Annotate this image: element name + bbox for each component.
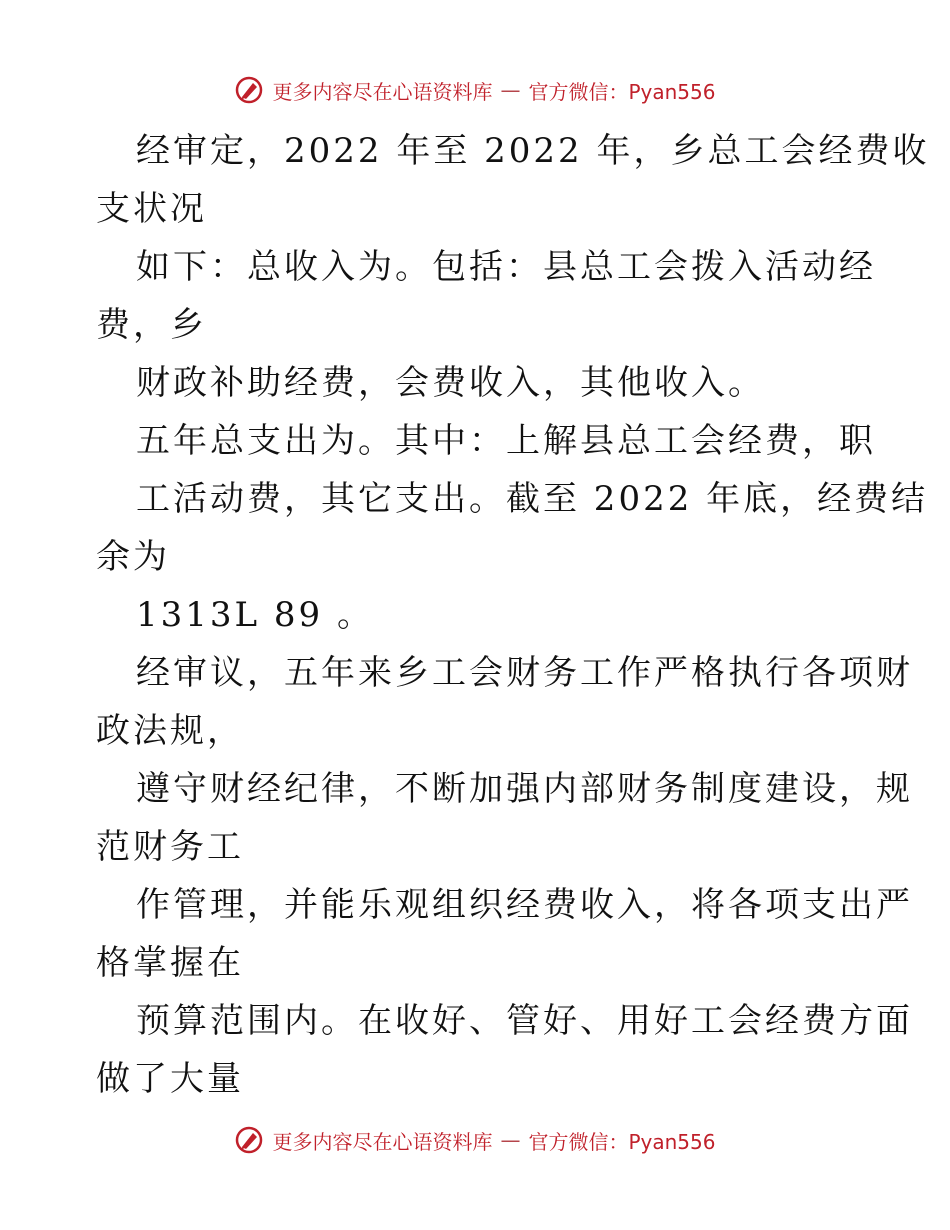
paragraph-line: 格掌握在 — [96, 943, 244, 983]
paragraph-line: 如下：总收入为。包括：县总工会拨入活动经 — [136, 247, 876, 287]
paragraph-line: 费，乡 — [96, 305, 207, 345]
footer-watermark — [0, 1122, 950, 1158]
paragraph-line: 做了大量 — [96, 1059, 244, 1099]
document-body — [96, 122, 930, 1108]
paragraph-line: 财政补助经费，会费收入，其他收入。 — [136, 363, 765, 403]
paragraph-line: 支状况 — [96, 189, 207, 229]
paragraph-line: 作管理，并能乐观组织经费收入，将各项支出严 — [136, 885, 913, 925]
paragraph-line: 经审议，五年来乡工会财务工作严格执行各项财 — [136, 653, 913, 693]
paragraph-line: 范财务工 — [96, 827, 244, 867]
paragraph-line: 遵守财经纪律，不断加强内部财务制度建设，规 — [136, 769, 913, 809]
pen-nib-logo-icon — [234, 1125, 264, 1155]
watermark-wechat: 官方微信：Pyan556 — [528, 79, 716, 104]
paragraph-line: 1313L 89 。 — [136, 595, 374, 635]
header-watermark — [0, 72, 950, 108]
paragraph-line: 经审定，2022 年至 2022 年，乡总工会经费收 — [136, 131, 930, 171]
paragraph-line: 五年总支出为。其中：上解县总工会经费，职 — [136, 421, 876, 461]
pen-nib-logo-icon — [234, 75, 264, 105]
watermark-separator: — — [500, 1128, 521, 1152]
paragraph-line: 预算范围内。在收好、管好、用好工会经费方面 — [136, 1001, 913, 1041]
paragraph-line: 余为 — [96, 537, 170, 577]
watermark-text: 更多内容尽在心语资料库 — [272, 79, 493, 104]
paragraph-line: 工活动费，其它支出。截至 2022 年底，经费结 — [136, 479, 929, 519]
watermark-text: 更多内容尽在心语资料库 — [272, 1129, 493, 1154]
watermark-separator: — — [500, 78, 521, 102]
watermark-wechat: 官方微信：Pyan556 — [528, 1129, 716, 1154]
paragraph-line: 政法规， — [96, 711, 244, 751]
